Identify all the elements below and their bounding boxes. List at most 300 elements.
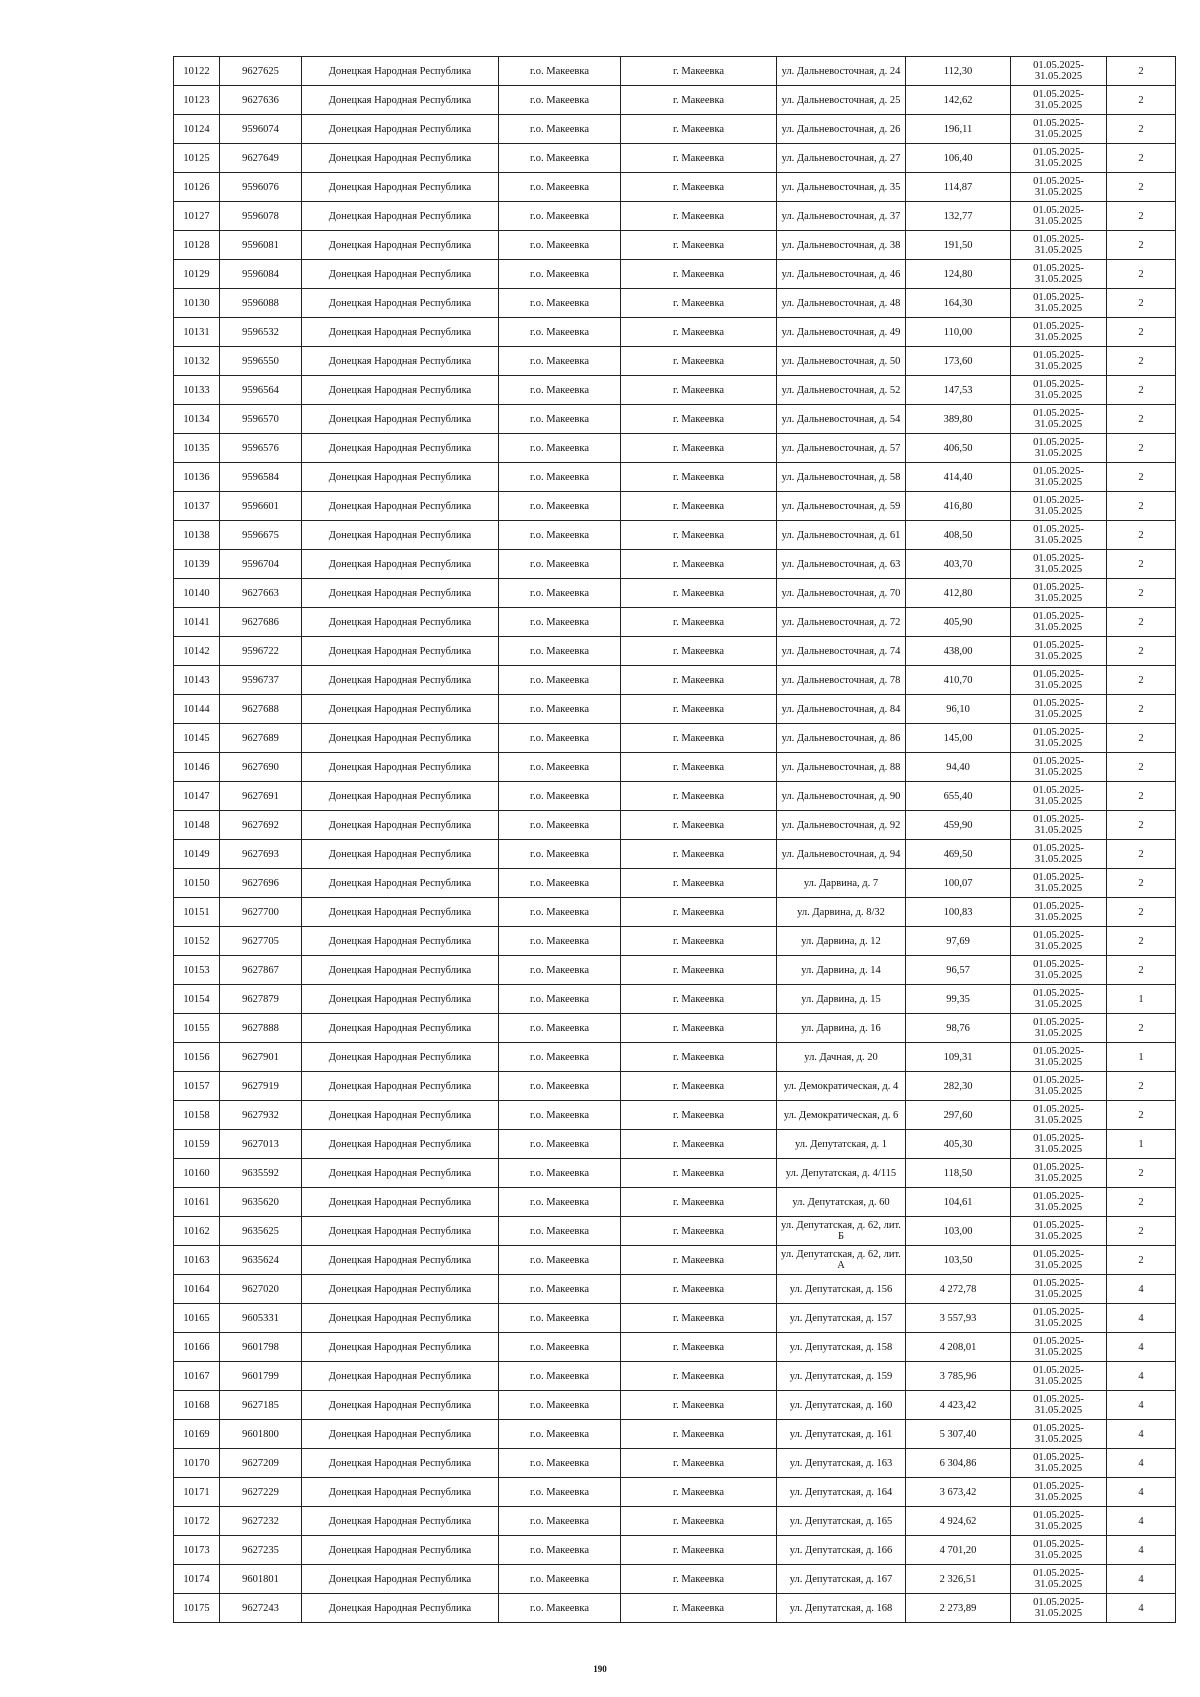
object-code-cell: 9627696 <box>220 869 302 898</box>
count-cell: 2 <box>1107 405 1176 434</box>
district-cell: г.о. Макеевка <box>499 1594 621 1623</box>
city-cell: г. Макеевка <box>621 782 777 811</box>
region-cell: Донецкая Народная Республика <box>302 57 499 86</box>
address-cell: ул. Дальневосточная, д. 49 <box>777 318 906 347</box>
address-cell: ул. Дарвина, д. 14 <box>777 956 906 985</box>
period-cell: 01.05.2025-31.05.2025 <box>1011 666 1107 695</box>
area-cell: 406,50 <box>906 434 1011 463</box>
region-cell: Донецкая Народная Республика <box>302 173 499 202</box>
period-cell: 01.05.2025-31.05.2025 <box>1011 579 1107 608</box>
table-row <box>174 115 1176 144</box>
region-cell: Донецкая Народная Республика <box>302 550 499 579</box>
area-cell: 96,10 <box>906 695 1011 724</box>
area-cell: 655,40 <box>906 782 1011 811</box>
table-row <box>174 1391 1176 1420</box>
address-cell: ул. Дальневосточная, д. 38 <box>777 231 906 260</box>
region-cell: Донецкая Народная Республика <box>302 898 499 927</box>
district-cell: г.о. Макеевка <box>499 1014 621 1043</box>
region-cell: Донецкая Народная Республика <box>302 1014 499 1043</box>
count-cell: 2 <box>1107 898 1176 927</box>
period-cell: 01.05.2025-31.05.2025 <box>1011 1275 1107 1304</box>
region-cell: Донецкая Народная Республика <box>302 666 499 695</box>
region-cell: Донецкая Народная Республика <box>302 1594 499 1623</box>
table-row <box>174 927 1176 956</box>
address-cell: ул. Дальневосточная, д. 63 <box>777 550 906 579</box>
row-number-cell: 10136 <box>174 463 220 492</box>
object-code-cell: 9627185 <box>220 1391 302 1420</box>
address-cell: ул. Депутатская, д. 62, лит. А <box>777 1246 906 1275</box>
row-number-cell: 10157 <box>174 1072 220 1101</box>
address-cell: ул. Дарвина, д. 7 <box>777 869 906 898</box>
district-cell: г.о. Макеевка <box>499 376 621 405</box>
city-cell: г. Макеевка <box>621 1507 777 1536</box>
area-cell: 106,40 <box>906 144 1011 173</box>
address-cell: ул. Дальневосточная, д. 84 <box>777 695 906 724</box>
table-row <box>174 1130 1176 1159</box>
row-number-cell: 10123 <box>174 86 220 115</box>
city-cell: г. Макеевка <box>621 1449 777 1478</box>
region-cell: Донецкая Народная Республика <box>302 1043 499 1072</box>
count-cell: 2 <box>1107 637 1176 666</box>
area-cell: 4 701,20 <box>906 1536 1011 1565</box>
row-number-cell: 10171 <box>174 1478 220 1507</box>
district-cell: г.о. Макеевка <box>499 521 621 550</box>
address-cell: ул. Дальневосточная, д. 92 <box>777 811 906 840</box>
area-cell: 6 304,86 <box>906 1449 1011 1478</box>
address-cell: ул. Дальневосточная, д. 26 <box>777 115 906 144</box>
address-cell: ул. Дальневосточная, д. 37 <box>777 202 906 231</box>
table-row <box>174 1217 1176 1246</box>
district-cell: г.о. Макеевка <box>499 840 621 869</box>
address-cell: ул. Дальневосточная, д. 88 <box>777 753 906 782</box>
area-cell: 4 272,78 <box>906 1275 1011 1304</box>
period-cell: 01.05.2025-31.05.2025 <box>1011 1043 1107 1072</box>
period-cell: 01.05.2025-31.05.2025 <box>1011 1217 1107 1246</box>
address-cell: ул. Депутатская, д. 62, лит. Б <box>777 1217 906 1246</box>
object-code-cell: 9627686 <box>220 608 302 637</box>
address-cell: ул. Депутатская, д. 161 <box>777 1420 906 1449</box>
district-cell: г.о. Макеевка <box>499 434 621 463</box>
row-number-cell: 10174 <box>174 1565 220 1594</box>
city-cell: г. Макеевка <box>621 463 777 492</box>
address-cell: ул. Дальневосточная, д. 54 <box>777 405 906 434</box>
region-cell: Донецкая Народная Республика <box>302 405 499 434</box>
count-cell: 2 <box>1107 550 1176 579</box>
object-code-cell: 9627690 <box>220 753 302 782</box>
table-row <box>174 1565 1176 1594</box>
region-cell: Донецкая Народная Республика <box>302 840 499 869</box>
object-code-cell: 9627235 <box>220 1536 302 1565</box>
row-number-cell: 10153 <box>174 956 220 985</box>
object-code-cell: 9596601 <box>220 492 302 521</box>
city-cell: г. Макеевка <box>621 1391 777 1420</box>
table-row <box>174 260 1176 289</box>
object-code-cell: 9627700 <box>220 898 302 927</box>
district-cell: г.о. Макеевка <box>499 869 621 898</box>
period-cell: 01.05.2025-31.05.2025 <box>1011 231 1107 260</box>
object-code-cell: 9601801 <box>220 1565 302 1594</box>
row-number-cell: 10130 <box>174 289 220 318</box>
region-cell: Донецкая Народная Республика <box>302 724 499 753</box>
city-cell: г. Макеевка <box>621 1217 777 1246</box>
city-cell: г. Макеевка <box>621 289 777 318</box>
region-cell: Донецкая Народная Республика <box>302 521 499 550</box>
area-cell: 110,00 <box>906 318 1011 347</box>
city-cell: г. Макеевка <box>621 1362 777 1391</box>
page-number: 190 <box>593 1664 607 1674</box>
table-row <box>174 521 1176 550</box>
city-cell: г. Макеевка <box>621 695 777 724</box>
district-cell: г.о. Макеевка <box>499 1188 621 1217</box>
object-code-cell: 9596737 <box>220 666 302 695</box>
area-cell: 118,50 <box>906 1159 1011 1188</box>
area-cell: 124,80 <box>906 260 1011 289</box>
period-cell: 01.05.2025-31.05.2025 <box>1011 434 1107 463</box>
count-cell: 2 <box>1107 376 1176 405</box>
area-cell: 4 423,42 <box>906 1391 1011 1420</box>
address-cell: ул. Дальневосточная, д. 78 <box>777 666 906 695</box>
table-row <box>174 753 1176 782</box>
area-cell: 99,35 <box>906 985 1011 1014</box>
period-cell: 01.05.2025-31.05.2025 <box>1011 637 1107 666</box>
region-cell: Донецкая Народная Республика <box>302 956 499 985</box>
district-cell: г.о. Макеевка <box>499 695 621 724</box>
region-cell: Донецкая Народная Республика <box>302 927 499 956</box>
table-row <box>174 695 1176 724</box>
city-cell: г. Макеевка <box>621 57 777 86</box>
region-cell: Донецкая Народная Республика <box>302 1101 499 1130</box>
area-cell: 5 307,40 <box>906 1420 1011 1449</box>
area-cell: 408,50 <box>906 521 1011 550</box>
row-number-cell: 10144 <box>174 695 220 724</box>
table-row <box>174 492 1176 521</box>
row-number-cell: 10162 <box>174 1217 220 1246</box>
region-cell: Донецкая Народная Республика <box>302 260 499 289</box>
period-cell: 01.05.2025-31.05.2025 <box>1011 405 1107 434</box>
table-row <box>174 1507 1176 1536</box>
object-code-cell: 9596722 <box>220 637 302 666</box>
area-cell: 97,69 <box>906 927 1011 956</box>
table-row <box>174 1246 1176 1275</box>
area-cell: 96,57 <box>906 956 1011 985</box>
region-cell: Донецкая Народная Республика <box>302 1391 499 1420</box>
row-number-cell: 10167 <box>174 1362 220 1391</box>
table-row <box>174 579 1176 608</box>
count-cell: 2 <box>1107 260 1176 289</box>
city-cell: г. Макеевка <box>621 927 777 956</box>
district-cell: г.о. Макеевка <box>499 173 621 202</box>
period-cell: 01.05.2025-31.05.2025 <box>1011 811 1107 840</box>
region-cell: Донецкая Народная Республика <box>302 1420 499 1449</box>
period-cell: 01.05.2025-31.05.2025 <box>1011 1536 1107 1565</box>
table-row <box>174 289 1176 318</box>
address-cell: ул. Дальневосточная, д. 52 <box>777 376 906 405</box>
address-cell: ул. Депутатская, д. 157 <box>777 1304 906 1333</box>
address-cell: ул. Дальневосточная, д. 25 <box>777 86 906 115</box>
district-cell: г.о. Макеевка <box>499 347 621 376</box>
district-cell: г.о. Макеевка <box>499 985 621 1014</box>
district-cell: г.о. Макеевка <box>499 115 621 144</box>
table-row <box>174 637 1176 666</box>
object-code-cell: 9596084 <box>220 260 302 289</box>
table-row <box>174 666 1176 695</box>
district-cell: г.о. Макеевка <box>499 57 621 86</box>
city-cell: г. Макеевка <box>621 144 777 173</box>
table-row <box>174 434 1176 463</box>
area-cell: 103,50 <box>906 1246 1011 1275</box>
city-cell: г. Макеевка <box>621 1072 777 1101</box>
district-cell: г.о. Макеевка <box>499 898 621 927</box>
district-cell: г.о. Макеевка <box>499 1159 621 1188</box>
count-cell: 2 <box>1107 695 1176 724</box>
table-row <box>174 550 1176 579</box>
region-cell: Донецкая Народная Республика <box>302 492 499 521</box>
count-cell: 2 <box>1107 521 1176 550</box>
table-row <box>174 898 1176 927</box>
district-cell: г.о. Макеевка <box>499 1449 621 1478</box>
object-code-cell: 9596078 <box>220 202 302 231</box>
district-cell: г.о. Макеевка <box>499 231 621 260</box>
address-cell: ул. Дальневосточная, д. 59 <box>777 492 906 521</box>
period-cell: 01.05.2025-31.05.2025 <box>1011 1246 1107 1275</box>
area-cell: 173,60 <box>906 347 1011 376</box>
city-cell: г. Макеевка <box>621 1188 777 1217</box>
address-cell: ул. Депутатская, д. 164 <box>777 1478 906 1507</box>
city-cell: г. Макеевка <box>621 869 777 898</box>
area-cell: 191,50 <box>906 231 1011 260</box>
object-code-cell: 9627705 <box>220 927 302 956</box>
row-number-cell: 10147 <box>174 782 220 811</box>
period-cell: 01.05.2025-31.05.2025 <box>1011 1304 1107 1333</box>
table-row <box>174 1043 1176 1072</box>
table-row <box>174 985 1176 1014</box>
period-cell: 01.05.2025-31.05.2025 <box>1011 1072 1107 1101</box>
row-number-cell: 10145 <box>174 724 220 753</box>
district-cell: г.о. Макеевка <box>499 1391 621 1420</box>
table-row <box>174 1449 1176 1478</box>
area-cell: 147,53 <box>906 376 1011 405</box>
area-cell: 94,40 <box>906 753 1011 782</box>
object-code-cell: 9627232 <box>220 1507 302 1536</box>
region-cell: Донецкая Народная Республика <box>302 1275 499 1304</box>
region-cell: Донецкая Народная Республика <box>302 1246 499 1275</box>
address-cell: ул. Депутатская, д. 158 <box>777 1333 906 1362</box>
object-code-cell: 9601798 <box>220 1333 302 1362</box>
area-cell: 142,62 <box>906 86 1011 115</box>
address-cell: ул. Дальневосточная, д. 94 <box>777 840 906 869</box>
period-cell: 01.05.2025-31.05.2025 <box>1011 869 1107 898</box>
table-row <box>174 782 1176 811</box>
district-cell: г.о. Макеевка <box>499 956 621 985</box>
row-number-cell: 10135 <box>174 434 220 463</box>
region-cell: Донецкая Народная Республика <box>302 637 499 666</box>
address-cell: ул. Дальневосточная, д. 72 <box>777 608 906 637</box>
table-row <box>174 318 1176 347</box>
city-cell: г. Макеевка <box>621 1275 777 1304</box>
table-row <box>174 869 1176 898</box>
count-cell: 2 <box>1107 463 1176 492</box>
region-cell: Донецкая Народная Республика <box>302 1217 499 1246</box>
region-cell: Донецкая Народная Республика <box>302 202 499 231</box>
table-row <box>174 1536 1176 1565</box>
address-cell: ул. Депутатская, д. 163 <box>777 1449 906 1478</box>
address-cell: ул. Дарвина, д. 8/32 <box>777 898 906 927</box>
address-cell: ул. Дальневосточная, д. 46 <box>777 260 906 289</box>
row-number-cell: 10161 <box>174 1188 220 1217</box>
district-cell: г.о. Макеевка <box>499 1043 621 1072</box>
table-row <box>174 1014 1176 1043</box>
period-cell: 01.05.2025-31.05.2025 <box>1011 1391 1107 1420</box>
row-number-cell: 10148 <box>174 811 220 840</box>
region-cell: Донецкая Народная Республика <box>302 985 499 1014</box>
table-row <box>174 956 1176 985</box>
period-cell: 01.05.2025-31.05.2025 <box>1011 289 1107 318</box>
row-number-cell: 10137 <box>174 492 220 521</box>
row-number-cell: 10172 <box>174 1507 220 1536</box>
period-cell: 01.05.2025-31.05.2025 <box>1011 1565 1107 1594</box>
address-cell: ул. Дальневосточная, д. 35 <box>777 173 906 202</box>
district-cell: г.о. Макеевка <box>499 260 621 289</box>
region-cell: Донецкая Народная Республика <box>302 1130 499 1159</box>
table-row <box>174 1101 1176 1130</box>
period-cell: 01.05.2025-31.05.2025 <box>1011 956 1107 985</box>
count-cell: 2 <box>1107 347 1176 376</box>
count-cell: 2 <box>1107 144 1176 173</box>
address-cell: ул. Дарвина, д. 16 <box>777 1014 906 1043</box>
object-code-cell: 9627636 <box>220 86 302 115</box>
count-cell: 2 <box>1107 608 1176 637</box>
count-cell: 1 <box>1107 1043 1176 1072</box>
region-cell: Донецкая Народная Республика <box>302 1362 499 1391</box>
count-cell: 4 <box>1107 1478 1176 1507</box>
address-cell: ул. Дарвина, д. 12 <box>777 927 906 956</box>
count-cell: 2 <box>1107 753 1176 782</box>
table-row <box>174 376 1176 405</box>
count-cell: 4 <box>1107 1507 1176 1536</box>
count-cell: 1 <box>1107 985 1176 1014</box>
object-code-cell: 9635620 <box>220 1188 302 1217</box>
region-cell: Донецкая Народная Республика <box>302 115 499 144</box>
city-cell: г. Макеевка <box>621 1304 777 1333</box>
row-number-cell: 10124 <box>174 115 220 144</box>
count-cell: 2 <box>1107 57 1176 86</box>
area-cell: 405,90 <box>906 608 1011 637</box>
city-cell: г. Макеевка <box>621 1043 777 1072</box>
period-cell: 01.05.2025-31.05.2025 <box>1011 898 1107 927</box>
object-code-cell: 9596570 <box>220 405 302 434</box>
city-cell: г. Макеевка <box>621 1478 777 1507</box>
row-number-cell: 10132 <box>174 347 220 376</box>
district-cell: г.о. Макеевка <box>499 1536 621 1565</box>
table-row <box>174 144 1176 173</box>
city-cell: г. Макеевка <box>621 811 777 840</box>
address-cell: ул. Депутатская, д. 159 <box>777 1362 906 1391</box>
region-cell: Донецкая Народная Республика <box>302 1159 499 1188</box>
region-cell: Донецкая Народная Республика <box>302 1304 499 1333</box>
object-code-cell: 9627243 <box>220 1594 302 1623</box>
area-cell: 469,50 <box>906 840 1011 869</box>
city-cell: г. Макеевка <box>621 1333 777 1362</box>
region-cell: Донецкая Народная Республика <box>302 1478 499 1507</box>
city-cell: г. Макеевка <box>621 1246 777 1275</box>
city-cell: г. Макеевка <box>621 202 777 231</box>
table-row <box>174 405 1176 434</box>
object-code-cell: 9627901 <box>220 1043 302 1072</box>
region-cell: Донецкая Народная Республика <box>302 86 499 115</box>
district-cell: г.о. Макеевка <box>499 289 621 318</box>
region-cell: Донецкая Народная Республика <box>302 1507 499 1536</box>
row-number-cell: 10173 <box>174 1536 220 1565</box>
address-cell: ул. Депутатская, д. 166 <box>777 1536 906 1565</box>
table-row <box>174 173 1176 202</box>
district-cell: г.о. Макеевка <box>499 811 621 840</box>
count-cell: 4 <box>1107 1304 1176 1333</box>
period-cell: 01.05.2025-31.05.2025 <box>1011 173 1107 202</box>
row-number-cell: 10141 <box>174 608 220 637</box>
object-code-cell: 9596576 <box>220 434 302 463</box>
period-cell: 01.05.2025-31.05.2025 <box>1011 1507 1107 1536</box>
address-cell: ул. Депутатская, д. 160 <box>777 1391 906 1420</box>
city-cell: г. Макеевка <box>621 985 777 1014</box>
period-cell: 01.05.2025-31.05.2025 <box>1011 927 1107 956</box>
count-cell: 2 <box>1107 1188 1176 1217</box>
region-cell: Донецкая Народная Республика <box>302 434 499 463</box>
row-number-cell: 10133 <box>174 376 220 405</box>
object-code-cell: 9596074 <box>220 115 302 144</box>
row-number-cell: 10168 <box>174 1391 220 1420</box>
city-cell: г. Макеевка <box>621 666 777 695</box>
count-cell: 4 <box>1107 1333 1176 1362</box>
area-cell: 114,87 <box>906 173 1011 202</box>
object-code-cell: 9596081 <box>220 231 302 260</box>
count-cell: 2 <box>1107 318 1176 347</box>
row-number-cell: 10175 <box>174 1594 220 1623</box>
address-cell: ул. Дачная, д. 20 <box>777 1043 906 1072</box>
period-cell: 01.05.2025-31.05.2025 <box>1011 144 1107 173</box>
row-number-cell: 10149 <box>174 840 220 869</box>
area-cell: 412,80 <box>906 579 1011 608</box>
address-cell: ул. Дальневосточная, д. 48 <box>777 289 906 318</box>
district-cell: г.о. Макеевка <box>499 1507 621 1536</box>
city-cell: г. Макеевка <box>621 1159 777 1188</box>
address-cell: ул. Дальневосточная, д. 74 <box>777 637 906 666</box>
count-cell: 4 <box>1107 1275 1176 1304</box>
row-number-cell: 10156 <box>174 1043 220 1072</box>
table-row <box>174 1478 1176 1507</box>
region-cell: Донецкая Народная Республика <box>302 579 499 608</box>
region-cell: Донецкая Народная Республика <box>302 318 499 347</box>
row-number-cell: 10169 <box>174 1420 220 1449</box>
table-row <box>174 1420 1176 1449</box>
object-code-cell: 9627013 <box>220 1130 302 1159</box>
district-cell: г.о. Макеевка <box>499 1217 621 1246</box>
city-cell: г. Макеевка <box>621 1420 777 1449</box>
row-number-cell: 10154 <box>174 985 220 1014</box>
count-cell: 2 <box>1107 1159 1176 1188</box>
table-row <box>174 347 1176 376</box>
row-number-cell: 10152 <box>174 927 220 956</box>
object-code-cell: 9596564 <box>220 376 302 405</box>
table-row <box>174 1304 1176 1333</box>
area-cell: 164,30 <box>906 289 1011 318</box>
count-cell: 4 <box>1107 1594 1176 1623</box>
period-cell: 01.05.2025-31.05.2025 <box>1011 57 1107 86</box>
period-cell: 01.05.2025-31.05.2025 <box>1011 318 1107 347</box>
count-cell: 2 <box>1107 231 1176 260</box>
address-cell: ул. Дальневосточная, д. 24 <box>777 57 906 86</box>
area-cell: 132,77 <box>906 202 1011 231</box>
area-cell: 4 924,62 <box>906 1507 1011 1536</box>
